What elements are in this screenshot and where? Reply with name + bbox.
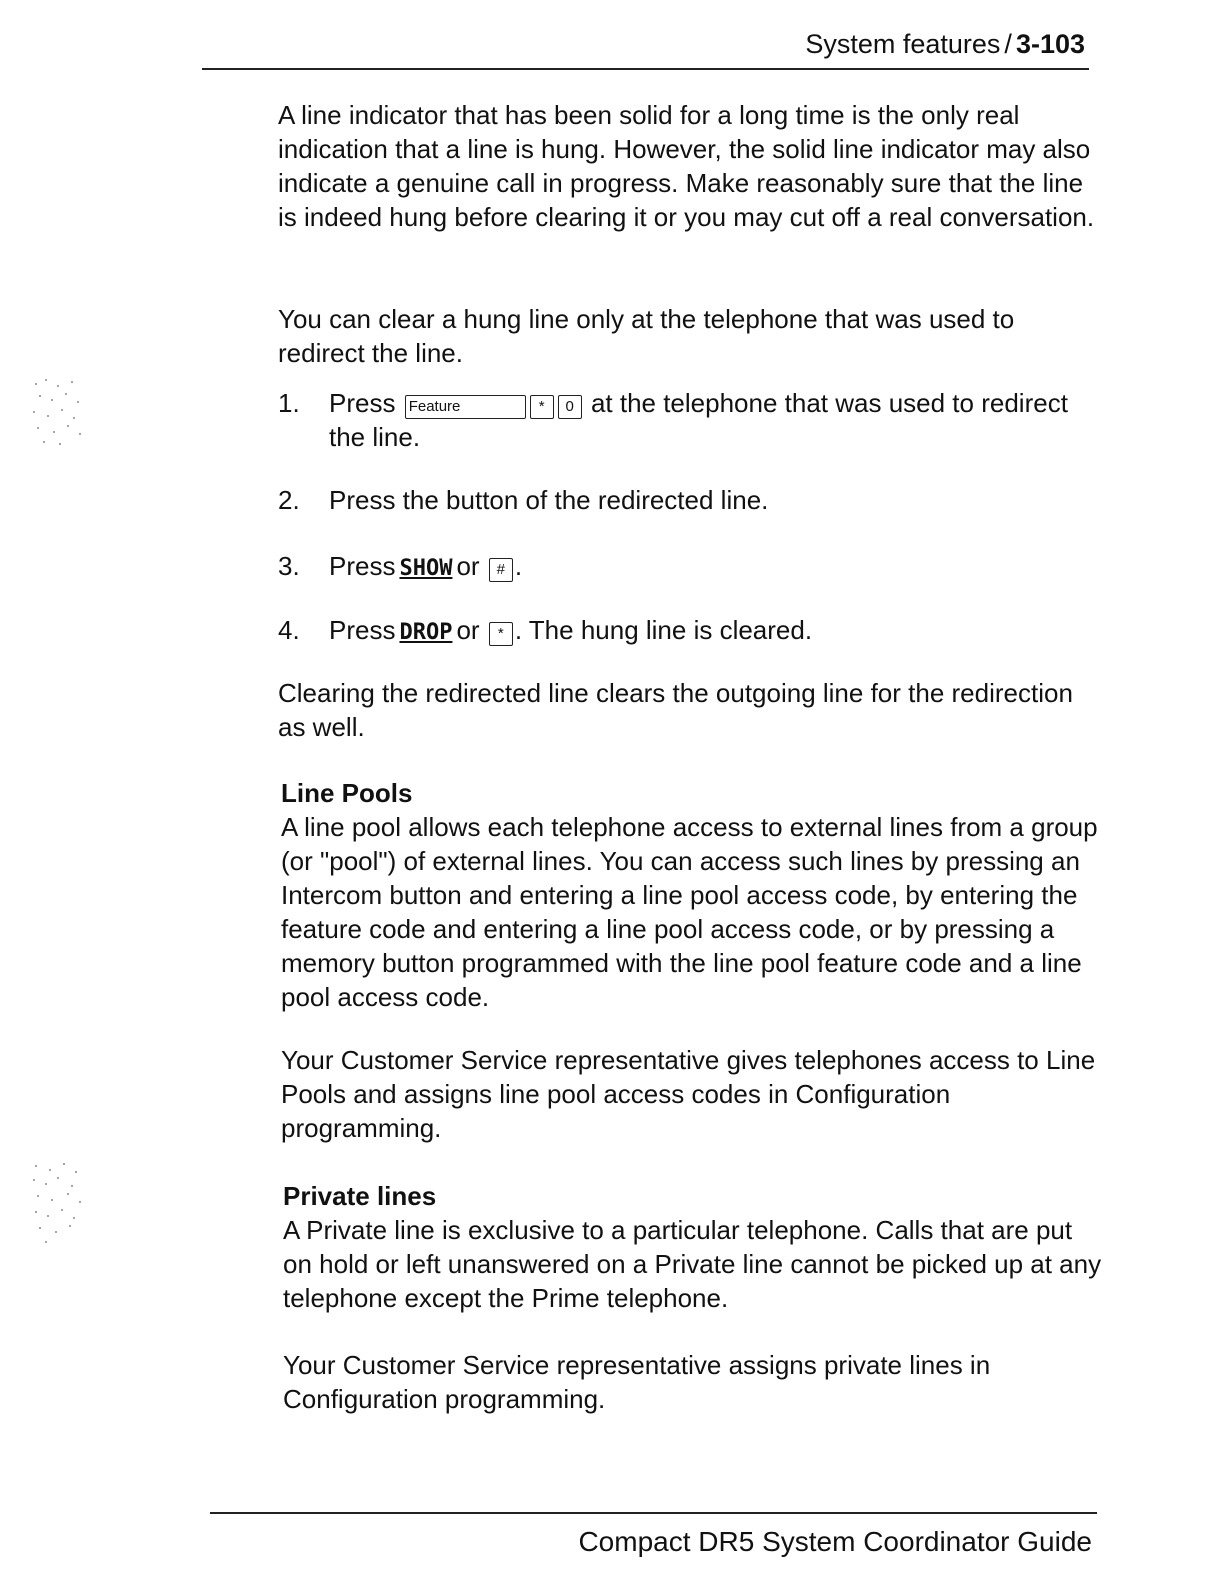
step-or-label: or [456,615,480,645]
show-display-key: SHOW [399,556,453,581]
line-pools-paragraph: A line pool allows each telephone access to external lines from a group (or "pool") of external lines. You can access such lines by pressing an Intercom button and entering a line pool access code, by entering the feature code and entering a line pool access code, or by pressing a memory button programmed with the line pool feature code and a line pool access code. [281,812,1098,1012]
private-lines-heading: Private lines [283,1181,437,1211]
private-lines-paragraph: A Private line is exclusive to a particular telephone. Calls that are put on hold or left unanswered on a Private line cannot be picked up at any telephone except the Prime telephone. [283,1215,1102,1313]
step-number: 3. [278,551,300,581]
step-text [329,549,1089,586]
step-description: . [514,551,523,581]
step-description: . The hung line is cleared. [514,615,813,645]
private-lines-config-paragraph: Your Customer Service representative assigns private lines in Configuration programming. [283,1350,991,1414]
page-header [805,26,1085,62]
step-text [329,386,1089,454]
clear-hung-line-paragraph: You can clear a hung line only at the telephone that was used to redirect the line. [278,304,1015,368]
step-number: 1. [278,388,300,418]
header-separator: / [1004,29,1012,59]
step-number: 2. [278,485,300,515]
header-rule [202,68,1089,70]
redirection-paragraph: Clearing the redirected line clears the outgoing line for the redirection as well. [278,678,1073,742]
footer-title: Compact DR5 System Coordinator Guide [578,1526,1092,1557]
intro-paragraph: A line indicator that has been solid for a long time is the only real indication that a line is hung. However, the solid line indicator may also indicate a genuine call in progress. Make reasonably sure that the line is indeed hung before clearing it or you may cut off a real conversation. [278,100,1095,232]
page-number: 3-103 [1015,29,1085,59]
zero-key-icon: 0 [558,395,582,419]
scan-speckle [28,372,88,452]
hash-key-icon: # [489,558,513,582]
drop-display-key: DROP [399,620,453,645]
line-pools-access-paragraph: Your Customer Service representative gives telephones access to Line Pools and assigns line pool access codes in Configuration programming. [281,1045,1096,1143]
header-section: System features [805,29,1001,59]
footer-rule [210,1512,1097,1514]
step-or-label: or [456,551,480,581]
step-description: at the telephone that was used to redirect the line. [329,388,1068,452]
step-press-label: Press [329,388,396,418]
step-text: Press the button of the redirected line. [329,485,769,515]
line-pools-heading: Line Pools [281,778,413,808]
step-press-label: Press [329,551,396,581]
star-key-icon: * [530,395,554,419]
scan-speckle [28,1160,88,1250]
step-number: 4. [278,615,300,645]
step-press-label: Press [329,615,396,645]
feature-key-icon: Feature [405,395,526,419]
step-text [329,613,1089,650]
star-key-icon: * [489,622,513,646]
